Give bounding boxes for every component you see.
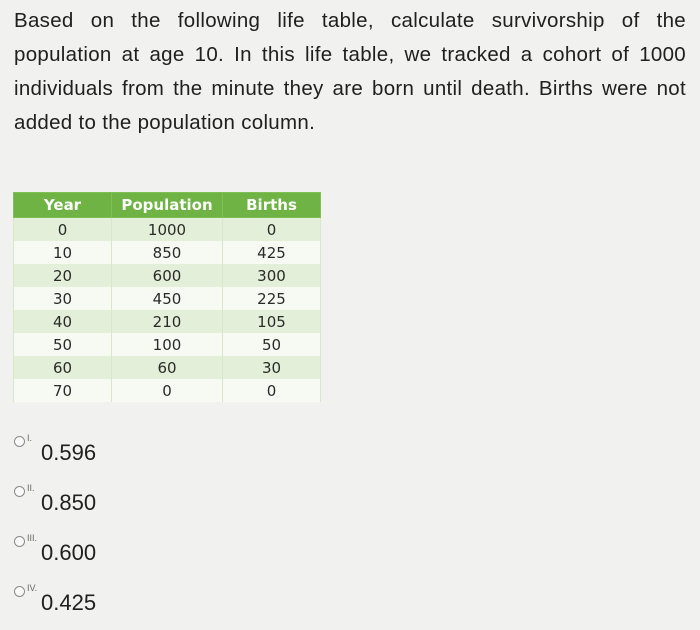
column-header-year: Year (14, 193, 112, 218)
answer-options (14, 430, 314, 630)
radio-button-icon[interactable] (14, 436, 25, 447)
option-value[interactable]: 0.425 (41, 590, 97, 615)
cell-births: 0 (223, 218, 321, 242)
cell-births: 225 (223, 287, 321, 310)
table-row (14, 264, 321, 287)
table-header-row (14, 193, 321, 218)
table-row (14, 287, 321, 310)
table-row (14, 241, 321, 264)
cell-year: 30 (14, 287, 112, 310)
radio-button-icon[interactable] (14, 486, 25, 497)
table-row (14, 218, 321, 242)
life-table (13, 192, 321, 402)
cell-population: 850 (112, 241, 223, 264)
cell-births: 0 (223, 379, 321, 402)
radio-button-icon[interactable] (14, 536, 25, 547)
option-iv[interactable] (14, 580, 314, 630)
radio-button-icon[interactable] (14, 586, 25, 597)
cell-population: 210 (112, 310, 223, 333)
column-header-births: Births (223, 193, 321, 218)
cell-births: 30 (223, 356, 321, 379)
cell-year: 70 (14, 379, 112, 402)
cell-population: 60 (112, 356, 223, 379)
option-i[interactable] (14, 430, 314, 480)
cell-births: 300 (223, 264, 321, 287)
cell-year: 10 (14, 241, 112, 264)
cell-population: 0 (112, 379, 223, 402)
question-text: Based on the following life table, calculate survivorship of the population at age 10. In this life table, we tracked a cohort of 1000 individuals from the minute they are born until death. Births were not added to the population column. (14, 9, 686, 134)
column-header-population: Population (112, 193, 223, 218)
cell-population: 450 (112, 287, 223, 310)
option-iii[interactable] (14, 530, 314, 580)
cell-population: 100 (112, 333, 223, 356)
option-numeral: I. (27, 433, 33, 443)
option-value[interactable]: 0.850 (41, 490, 97, 515)
cell-year: 40 (14, 310, 112, 333)
cell-population: 600 (112, 264, 223, 287)
cell-births: 105 (223, 310, 321, 333)
cell-births: 425 (223, 241, 321, 264)
option-value[interactable]: 0.596 (41, 440, 97, 465)
option-numeral: II. (27, 483, 35, 493)
cell-births: 50 (223, 333, 321, 356)
cell-year: 60 (14, 356, 112, 379)
option-numeral: III. (27, 533, 38, 543)
cell-year: 50 (14, 333, 112, 356)
option-numeral: IV. (27, 583, 38, 593)
option-ii[interactable] (14, 480, 314, 530)
table-row (14, 379, 321, 402)
table-row (14, 356, 321, 379)
option-value[interactable]: 0.600 (41, 540, 97, 565)
cell-population: 1000 (112, 218, 223, 242)
cell-year: 0 (14, 218, 112, 242)
table-row (14, 310, 321, 333)
cell-year: 20 (14, 264, 112, 287)
table-row (14, 333, 321, 356)
